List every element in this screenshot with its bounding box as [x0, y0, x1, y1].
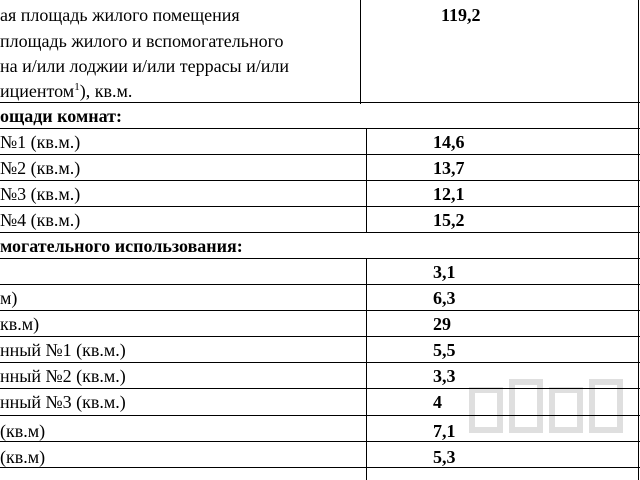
top-label-line-4-text: ициентом: [0, 81, 75, 101]
room-label: №2 (кв.м.): [0, 158, 81, 178]
room-label: №1 (кв.м.): [0, 132, 81, 152]
row-divider: [0, 467, 640, 468]
row-divider: [0, 206, 640, 207]
total-area-value: 119,2: [441, 5, 481, 25]
top-label-line-3: на и/или лоджии и/или террасы и/или: [0, 56, 290, 76]
watermark-logo: [468, 370, 628, 440]
room-value: 13,7: [433, 158, 465, 178]
row-divider: [0, 336, 640, 337]
aux-label: нный №2 (кв.м.): [0, 366, 126, 386]
aux-value: 6,3: [433, 288, 456, 308]
aux-label: нный №1 (кв.м.): [0, 340, 126, 360]
aux-value: 3,1: [433, 262, 456, 282]
room-label: №3 (кв.м.): [0, 184, 81, 204]
row-divider: [0, 102, 640, 103]
row-divider: [0, 128, 640, 129]
right-border: [638, 0, 639, 480]
row-divider: [0, 232, 640, 233]
column-divider: [366, 258, 367, 480]
top-label-line-4-tail: ), кв.м.: [79, 81, 133, 101]
aux-value: 7,1: [433, 421, 456, 441]
aux-section-header: могательного использования:: [0, 236, 243, 256]
row-divider: [0, 180, 640, 181]
top-label-line-1: ая площадь жилого помещения: [0, 5, 240, 25]
footnote-mark: 1: [74, 81, 80, 93]
aux-value: 4: [433, 392, 442, 412]
aux-value: 29: [433, 314, 451, 334]
top-label-line-2: площадь жилого и вспомогательного: [0, 31, 284, 51]
aux-label: (кв.м): [0, 447, 46, 467]
row-divider: [0, 310, 640, 311]
room-label: №4 (кв.м.): [0, 210, 81, 230]
aux-label: м): [0, 288, 18, 308]
row-divider: [0, 284, 640, 285]
room-value: 15,2: [433, 210, 465, 230]
row-divider: [0, 441, 640, 442]
row-divider: [0, 258, 640, 259]
aux-value: 5,3: [433, 447, 456, 467]
aux-label: (кв.м): [0, 421, 46, 441]
aux-value: 5,5: [433, 340, 456, 360]
row-divider: [0, 362, 640, 363]
room-value: 14,6: [433, 132, 465, 152]
top-label-line-4: [0, 81, 132, 102]
aux-label: кв.м): [0, 314, 40, 334]
room-value: 12,1: [433, 184, 465, 204]
rooms-section-header: ощади комнат:: [0, 106, 122, 126]
aux-value: 3,3: [433, 366, 456, 386]
column-divider-top: [360, 0, 361, 104]
aux-label: нный №3 (кв.м.): [0, 392, 126, 412]
row-divider: [0, 154, 640, 155]
